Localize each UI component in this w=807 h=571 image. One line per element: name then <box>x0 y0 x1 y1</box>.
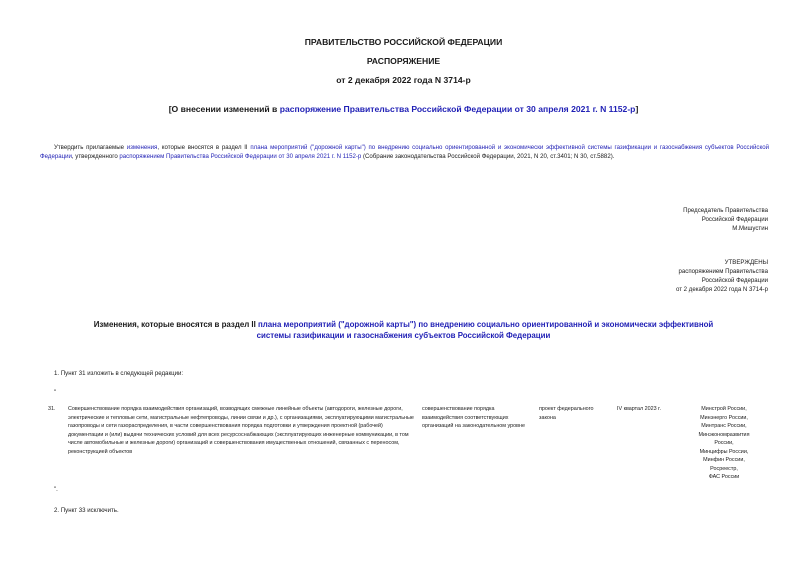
executor: Минцифры России, <box>699 448 749 455</box>
executor: России, <box>714 440 734 446</box>
signature-name: М.Мишустин <box>732 224 768 232</box>
changes-title <box>0 319 807 341</box>
doc-title-open: [О внесении изменений в <box>168 104 280 114</box>
link-changes[interactable]: изменения <box>126 144 158 151</box>
row-description: Совершенствование порядка взаимодействия организаций, возводящих смежные линейные объекты (автодороги, железные дороги, электрические и тепловые сети, магистральные нефтепроводы, линии связи и др.), с организациями, эксплуатирующими магистральные газопроводы и сети газораспределения, в части совершенствования порядка подготовки и утверждения проектной (рабочей) документации и (или) выдачи технических условий для всех ресурсоснабжающих (эксплуатирующих инженерные коммуникации, в том числе автомобильные и железные дороги) организаций и совершенствования имущественных отношений, связанных с переносом, реконструкцией объектов <box>68 406 414 455</box>
executor: Минфин России, <box>703 457 745 463</box>
paragraph-text-4: (Собрание законодательства Российской Федерации, 2021, N 20, ст.3401; N 30, ст.5882). <box>361 152 615 160</box>
approved-date: от 2 декабря 2022 года N 3714-р <box>675 285 768 293</box>
paragraph-text-2: , которые вносятся в раздел II <box>157 144 251 151</box>
link-roadmap-plan[interactable]: плана мероприятий ("дорожной карты") по внедрению социально ориентированной и экономически эффективной системы газификации и газоснабжения субъектов Российской Федерации <box>40 144 769 160</box>
paragraph-text-1: Утвердить прилагаемые <box>54 144 127 151</box>
executor: ФАС России <box>708 474 740 480</box>
doc-title-close: ] <box>635 104 639 114</box>
doc-date-heading: от 2 декабря 2022 года N 3714-р <box>336 75 471 85</box>
changes-title-text: Изменения, которые вносятся в раздел II <box>93 320 259 329</box>
doc-type-heading: РАСПОРЯЖЕНИЕ <box>366 56 441 66</box>
row-number: 31. <box>48 406 56 412</box>
executor: Минэнерго России, <box>700 414 748 421</box>
executor: Росреестр, <box>710 465 738 472</box>
approved-block <box>560 259 768 295</box>
signature-country: Российской Федерации <box>701 215 768 223</box>
changes-title-line-1 <box>0 319 807 330</box>
approved-by: распоряжением Правительства <box>678 267 768 275</box>
executor: Минтранс России, <box>701 423 747 429</box>
changes-title-link-2[interactable]: системы газификации и газоснабжения субъектов Российской Федерации <box>256 331 551 340</box>
executor: Минстрой России, <box>701 406 747 412</box>
signature-position: Председатель Правительства <box>683 207 768 214</box>
quote-close: ". <box>54 486 58 493</box>
org-heading: ПРАВИТЕЛЬСТВО РОССИЙСКОЙ ФЕДЕРАЦИИ <box>304 37 503 47</box>
signature-block <box>560 207 768 234</box>
changes-title-link-1[interactable]: плана мероприятий ("дорожной карты") по внедрению социально ориентированной и экономически эффективной <box>258 320 714 329</box>
row-executors <box>684 405 764 482</box>
row-result: совершенствование порядка взаимодействия соответствующих организаций на законодательном уровне <box>422 406 525 429</box>
main-paragraph <box>40 144 769 162</box>
executor: Минэкономразвития <box>698 431 750 438</box>
doc-title <box>0 104 807 114</box>
quote-open: " <box>54 389 57 396</box>
item-2: 2. Пункт 33 исключить. <box>54 507 119 514</box>
item-1: 1. Пункт 31 изложить в следующей редакции: <box>54 370 184 377</box>
link-order-1152[interactable]: распоряжением Правительства Российской Федерации от 30 апреля 2021 г. N 1152-р <box>119 152 362 160</box>
doc-title-link[interactable]: распоряжение Правительства Российской Федерации от 30 апреля 2021 г. N 1152-р <box>279 104 636 114</box>
row-deadline: IV квартал 2023 г. <box>617 406 661 412</box>
paragraph-text-3: , утвержденного <box>71 152 120 160</box>
approved-country: Российской Федерации <box>701 276 768 284</box>
approved-label: УТВЕРЖДЕНЫ <box>724 259 768 266</box>
row-document: проект федерального закона <box>539 406 594 421</box>
